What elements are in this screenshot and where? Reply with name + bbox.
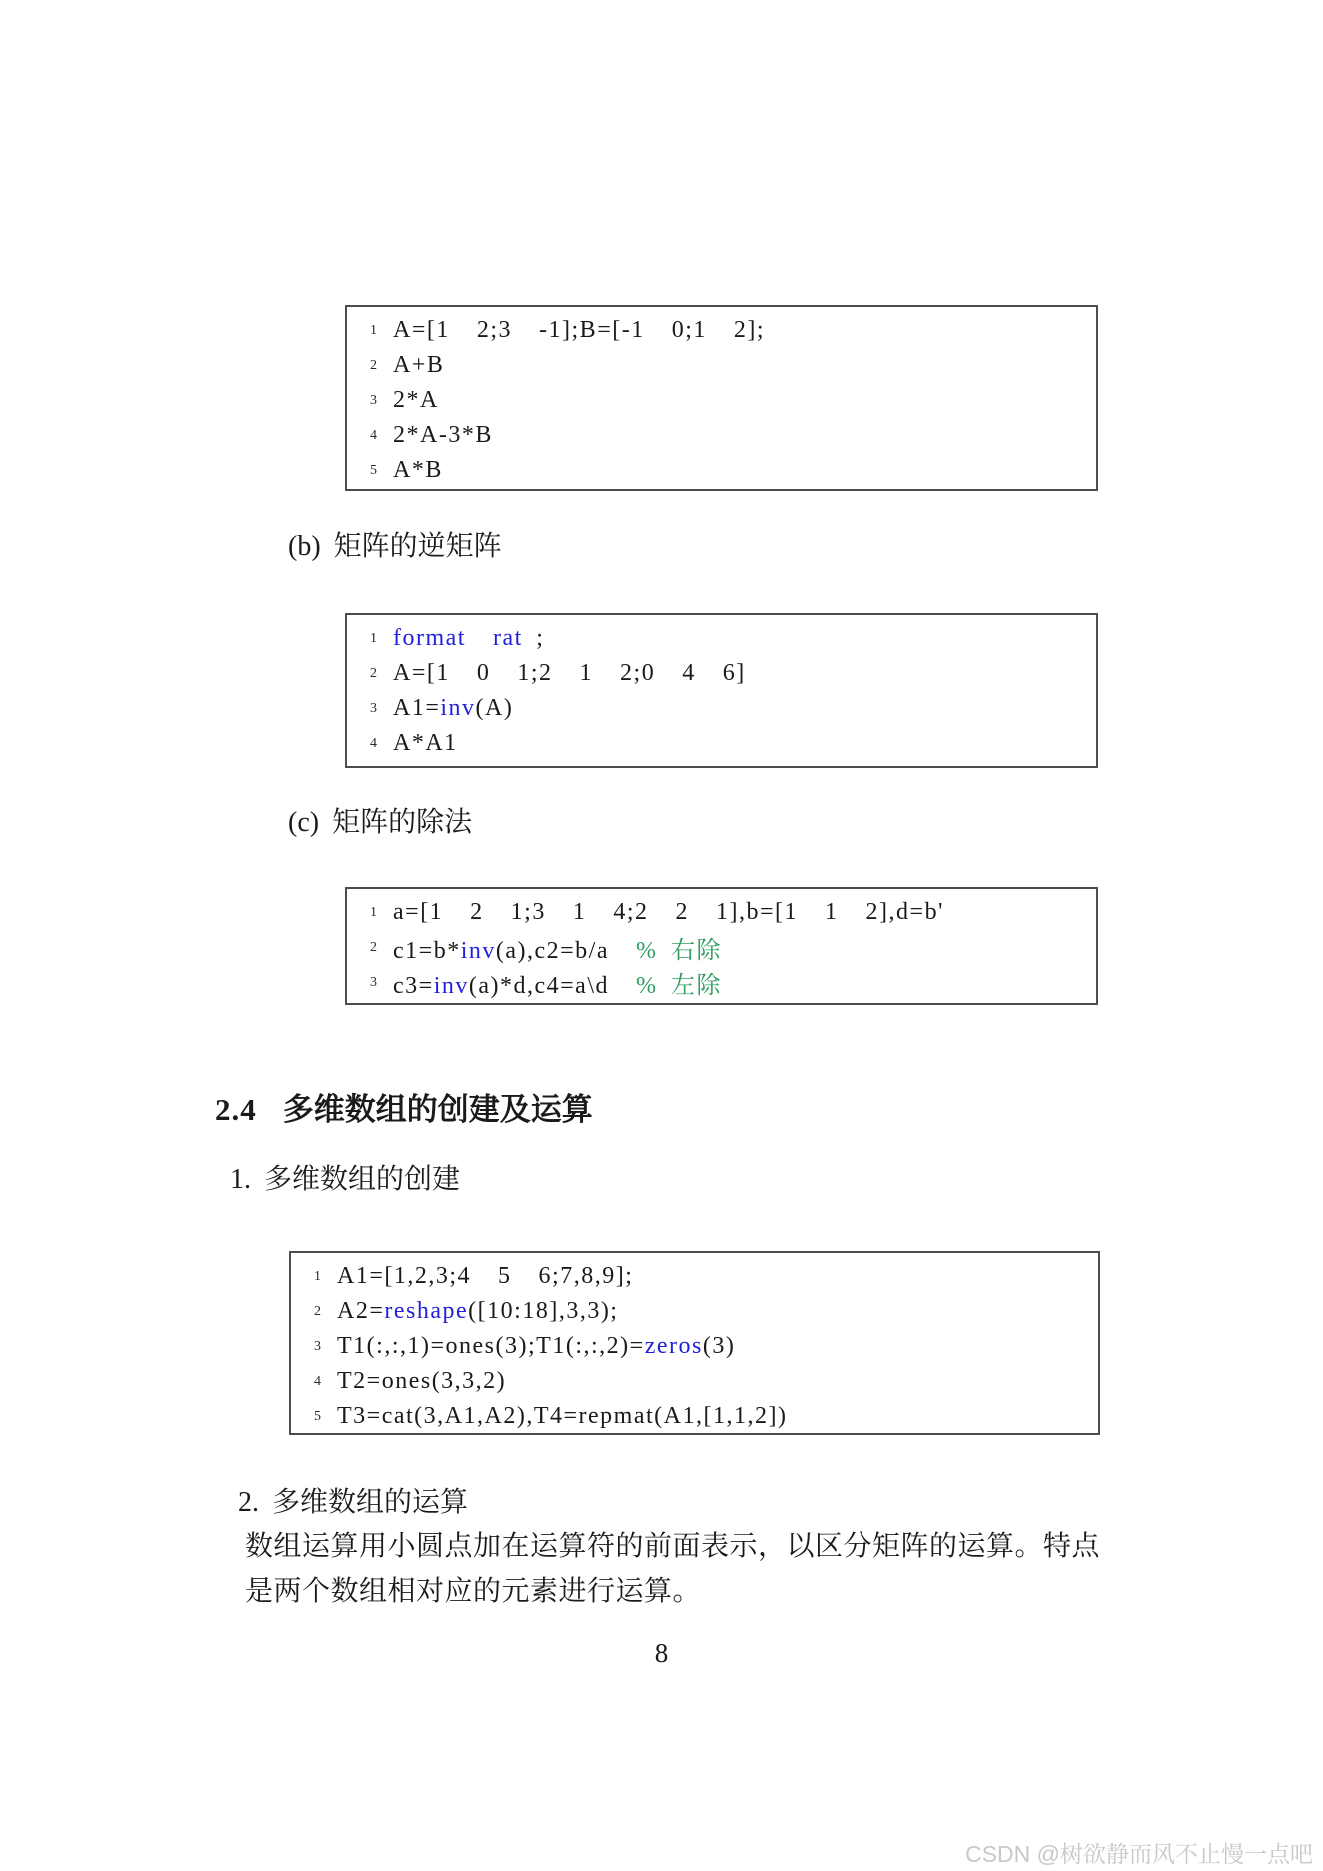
code-line xyxy=(291,1259,1098,1294)
section-heading xyxy=(215,1084,593,1129)
page-number: 8 xyxy=(654,1638,669,1668)
code-line xyxy=(347,383,1096,418)
watermark: CSDN @树欲静而风不止慢一点吧 xyxy=(965,1841,1313,1867)
code-line-text: c3=inv(a)*d,c4=a\d % 左除 xyxy=(393,973,723,999)
code-line-text: A*A1 xyxy=(393,730,458,756)
code-line-text: T2=ones(3,3,2) xyxy=(337,1368,507,1394)
code-block-matrix-division xyxy=(345,887,1098,1005)
section-title: 多维数组的创建及运算 xyxy=(282,1092,593,1127)
code-line xyxy=(347,418,1096,453)
code-line xyxy=(291,1294,1098,1329)
code-line-number: 2 xyxy=(314,1303,321,1319)
code-line-number: 4 xyxy=(370,427,377,443)
code-line-number: 3 xyxy=(370,700,377,716)
code-line xyxy=(347,453,1096,488)
item-1-marker: 1. xyxy=(230,1164,251,1195)
code-line-text: A=[1 2;3 -1];B=[-1 0;1 2]; xyxy=(393,317,766,343)
code-line-text: A2=reshape([10:18],3,3); xyxy=(337,1298,619,1324)
code-line xyxy=(347,895,1096,930)
code-line-number: 3 xyxy=(370,974,377,990)
code-line-number: 1 xyxy=(314,1268,321,1284)
code-line-number: 4 xyxy=(314,1373,321,1389)
code-block-matrix-inverse xyxy=(345,613,1098,768)
code-line xyxy=(347,313,1096,348)
code-line xyxy=(291,1364,1098,1399)
code-line-text: format rat ; xyxy=(393,625,545,651)
item-1-text: 多维数组的创建 xyxy=(264,1164,461,1195)
item-c-text: 矩阵的除法 xyxy=(332,807,473,838)
code-line xyxy=(347,965,1096,1000)
item-b-text: 矩阵的逆矩阵 xyxy=(333,531,502,562)
item-2-text: 多维数组的运算 xyxy=(272,1487,469,1518)
section-number: 2.4 xyxy=(215,1092,257,1127)
code-block-matrix-basic-ops xyxy=(345,305,1098,491)
code-line-text: a=[1 2 1;3 1 4;2 2 1],b=[1 1 2],d=b' xyxy=(393,899,944,925)
code-line-number: 1 xyxy=(370,630,377,646)
code-line-text: T3=cat(3,A1,A2),T4=repmat(A1,[1,1,2]) xyxy=(337,1403,788,1429)
code-line-number: 2 xyxy=(370,939,377,955)
code-line-text: c1=b*inv(a),c2=b/a % 右除 xyxy=(393,938,723,964)
list-item-2 xyxy=(238,1480,468,1520)
code-line-number: 2 xyxy=(370,665,377,681)
code-line-number: 3 xyxy=(314,1338,321,1354)
item-2-marker: 2. xyxy=(238,1487,259,1518)
paragraph-line-1: 数组运算用小圆点加在运算符的前面表示，以区分矩阵的运算。特点 xyxy=(245,1531,1101,1562)
item-b-marker: (b) xyxy=(288,531,321,562)
code-line-number: 2 xyxy=(370,357,377,373)
list-item-c xyxy=(288,800,472,840)
item-c-marker: (c) xyxy=(288,807,320,838)
code-line xyxy=(347,930,1096,965)
code-line-text: A+B xyxy=(393,352,445,378)
code-line xyxy=(347,621,1096,656)
code-line-text: A1=[1,2,3;4 5 6;7,8,9]; xyxy=(337,1263,634,1289)
code-line-number: 4 xyxy=(370,735,377,751)
code-line xyxy=(291,1329,1098,1364)
code-line-number: 1 xyxy=(370,904,377,920)
code-line-text: A=[1 0 1;2 1 2;0 4 6] xyxy=(393,660,746,686)
code-line xyxy=(347,691,1096,726)
code-line-text: A1=inv(A) xyxy=(393,695,514,721)
code-line xyxy=(347,656,1096,691)
paragraph-line-2: 是两个数组相对应的元素进行运算。 xyxy=(245,1576,702,1607)
code-line xyxy=(347,726,1096,761)
code-line-number: 3 xyxy=(370,392,377,408)
list-item-1 xyxy=(230,1157,460,1197)
code-block-multidim-array xyxy=(289,1251,1100,1435)
code-line-number: 5 xyxy=(370,462,377,478)
code-line-text: 2*A xyxy=(393,387,439,413)
code-line-text: T1(:,:,1)=ones(3);T1(:,:,2)=zeros(3) xyxy=(337,1333,736,1359)
code-line-text: 2*A-3*B xyxy=(393,422,493,448)
code-line xyxy=(347,348,1096,383)
code-line-number: 1 xyxy=(370,322,377,338)
code-line-number: 5 xyxy=(314,1408,321,1424)
code-line xyxy=(291,1399,1098,1434)
code-line-text: A*B xyxy=(393,457,443,483)
list-item-b xyxy=(288,524,502,564)
